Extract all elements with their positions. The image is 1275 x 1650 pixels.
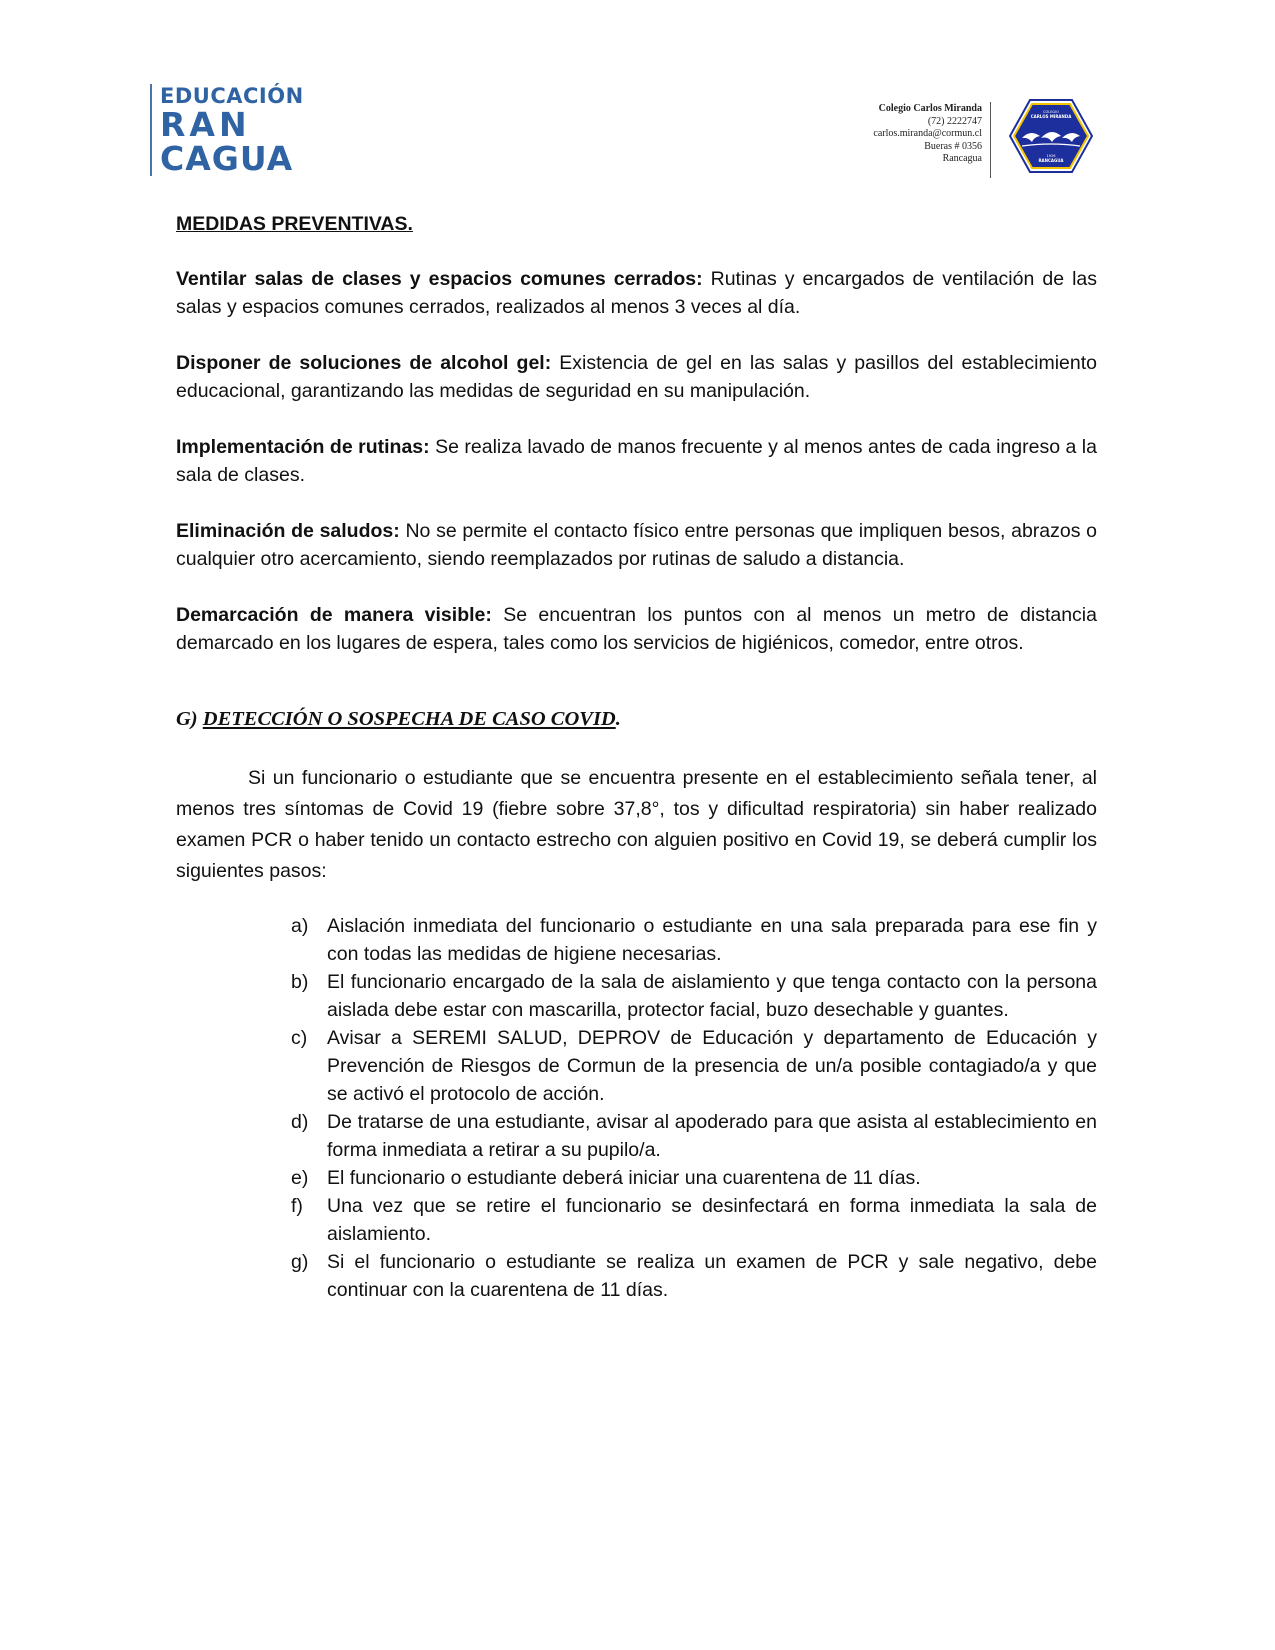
- section-g-heading: [176, 705, 1097, 733]
- measure-alcohol-gel: [176, 349, 1097, 405]
- list-letter: d): [291, 1111, 309, 1133]
- logo-line-2: RAN: [160, 105, 251, 144]
- measure-text: No se permite el contacto físico entre personas que impliquen besos, abrazos o cualquier otro acercamiento, siendo reemplazados por rutinas de saludo a distancia.: [176, 520, 1098, 570]
- school-emblem-icon: [1008, 98, 1094, 174]
- list-item: [291, 912, 1097, 968]
- list-text: Avisar a SEREMI SALUD, DEPROV de Educación y departamento de Educación y Prevención de Riesgos de Cormun de la presencia de un/a posible contagiado/a y que se activó el protocolo de acción.: [327, 1027, 1097, 1105]
- measure-routines: [176, 433, 1097, 489]
- list-item: [291, 968, 1097, 1024]
- emblem-name-text: CARLOS MIRANDA: [1030, 114, 1072, 119]
- school-phone: (72) 2222747: [927, 115, 982, 127]
- list-letter: c): [291, 1027, 308, 1049]
- measure-title: Implementación de rutinas:: [176, 436, 430, 458]
- list-item: [291, 1024, 1097, 1108]
- list-letter: b): [291, 971, 309, 993]
- school-email: carlos.miranda@cormun.cl: [873, 128, 982, 139]
- school-city: Rancagua: [942, 153, 982, 164]
- measure-title: Ventilar salas de clases y espacios comunes cerrados:: [176, 268, 703, 290]
- list-item: [291, 1248, 1097, 1304]
- section-g-title: DETECCIÓN O SOSPECHA DE CASO COVID: [202, 708, 616, 730]
- logo-line-3: CAGUA: [160, 139, 294, 178]
- measure-title: Eliminación de saludos:: [176, 520, 400, 542]
- list-item: [291, 1192, 1097, 1248]
- measures-heading: MEDIDAS PREVENTIVAS.: [176, 213, 413, 235]
- measure-text: Rutinas y encargados de ventilación de las salas y espacios comunes cerrados, realizados al menos 3 veces al día.: [176, 268, 1097, 318]
- document-body: [176, 210, 1097, 1304]
- measure-demarcation: [176, 601, 1097, 657]
- measure-title: Disponer de soluciones de alcohol gel:: [176, 352, 552, 374]
- list-text: Aislación inmediata del funcionario o estudiante en una sala preparada para ese fin y con todas las medidas de higiene necesarias.: [327, 915, 1097, 965]
- list-item: [291, 1164, 1097, 1192]
- measure-text: Se realiza lavado de manos frecuente y al menos antes de cada ingreso a la sala de clases.: [176, 436, 1097, 486]
- list-item: [291, 1108, 1097, 1164]
- list-letter: e): [291, 1167, 309, 1189]
- emblem-city-text: RANCAGUA: [1038, 158, 1064, 163]
- educacion-rancagua-logo: [150, 84, 304, 176]
- covid-steps-list: [176, 912, 1097, 1304]
- school-address: Bueras # 0356: [924, 140, 982, 152]
- emblem-top-text: COLEGIO: [1043, 110, 1059, 114]
- list-text: Si el funcionario o estudiante se realiza un examen de PCR y sale negativo, debe continuar con la cuarentena de 11 días.: [327, 1251, 1097, 1301]
- section-g-suffix: .: [615, 708, 621, 730]
- measure-title: Demarcación de manera visible:: [176, 604, 492, 626]
- list-letter: a): [291, 915, 309, 937]
- list-text: El funcionario o estudiante deberá iniciar una cuarentena de 11 días.: [327, 1167, 921, 1189]
- section-g-prefix: G): [176, 708, 203, 730]
- list-letter: f): [291, 1195, 303, 1217]
- measure-text: Existencia de gel en las salas y pasillos del establecimiento educacional, garantizando las medidas de seguridad en su manipulación.: [176, 352, 1097, 402]
- header-divider: [990, 102, 991, 178]
- measure-text: Se encuentran los puntos con al menos un metro de distancia demarcado en los lugares de espera, tales como los servicios de higiénicos, comedor, entre otros.: [176, 604, 1097, 654]
- section-g-intro: Si un funcionario o estudiante que se encuentra presente en el establecimiento señala tener, al menos tres síntomas de Covid 19 (fiebre sobre 37,8°, tos y dificultad respiratoria) sin haber realizado examen PCR o haber tenido un contacto estrecho con alguien positivo en Covid 19, se deberá cumplir los siguientes pasos:: [176, 767, 1097, 882]
- list-text: Una vez que se retire el funcionario se desinfectará en forma inmediata la sala de aislamiento.: [327, 1195, 1097, 1245]
- list-text: De tratarse de una estudiante, avisar al apoderado para que asista al establecimiento en forma inmediata a retirar a su pupilo/a.: [327, 1111, 1097, 1161]
- school-contact-block: [820, 103, 982, 166]
- logo-line-1: EDUCACIÓN: [160, 84, 304, 108]
- measure-greetings: [176, 517, 1097, 573]
- school-name: Colegio Carlos Miranda: [878, 103, 982, 114]
- measure-ventilation: [176, 265, 1097, 321]
- list-letter: g): [291, 1251, 309, 1273]
- emblem-year-text: 1926: [1046, 154, 1056, 158]
- list-text: El funcionario encargado de la sala de aislamiento y que tenga contacto con la persona aislada debe estar con mascarilla, protector facial, buzo desechable y guantes.: [327, 971, 1097, 1021]
